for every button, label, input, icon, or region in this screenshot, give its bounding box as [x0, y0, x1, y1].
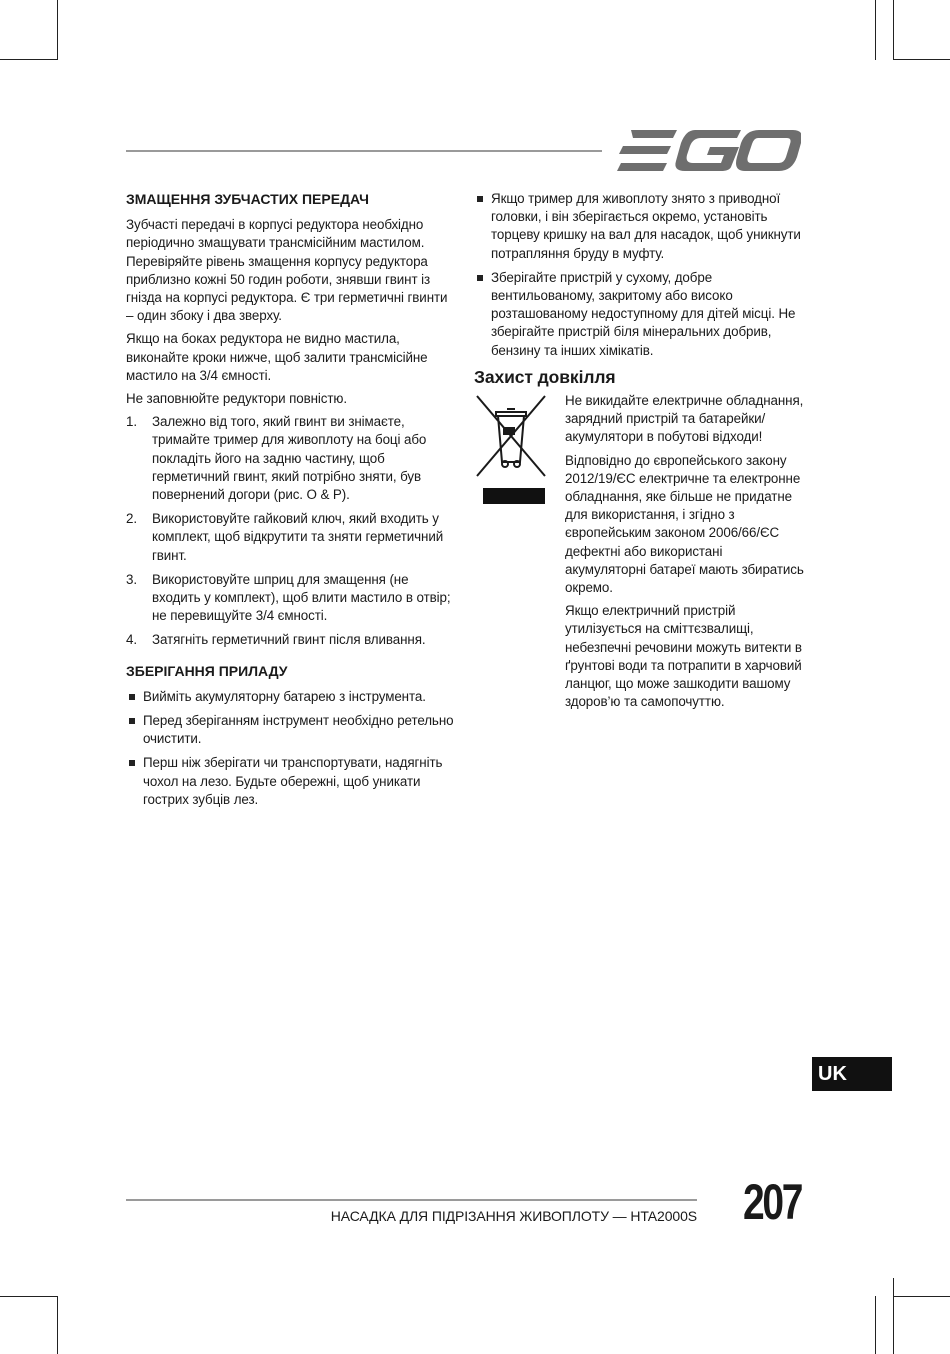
language-tab: UK	[812, 1057, 892, 1091]
crop-mark	[0, 1296, 57, 1297]
storage-list	[126, 688, 456, 809]
crossed-bin-icon	[474, 392, 548, 512]
list-item	[126, 510, 456, 565]
step-text: Використовуйте гайковий ключ, який входить у комплект, щоб відкрутити та зняти герметичний гвинт.	[152, 511, 444, 563]
list-item-text: Якщо тример для живоплоту знято з приводної головки, і він зберігається окремо, установіть торцеву кришку на вал для насадок, щоб уникнути потрапляння бруду в муфту.	[491, 191, 801, 261]
step-number: 2.	[126, 511, 137, 527]
crop-mark	[57, 1296, 58, 1354]
storage-list-continued	[474, 190, 804, 360]
page-number: 207	[743, 1174, 802, 1230]
lubrication-warning: Не заповнюйте редуктори повністю.	[126, 391, 347, 407]
footer-rule	[126, 1199, 697, 1201]
list-item	[126, 688, 456, 706]
crop-mark	[893, 0, 894, 60]
step-text: Використовуйте шприц для змащення (не входить у комплект), щоб влити мастило в отвір; не перевищуйте 3/4 ємності.	[152, 571, 451, 624]
environment-paragraph: Відповідно до європейського закону 2012/19/ЄС електричне та електронне обладнання, яке більше не придатне для використання, і згідно з європейським законом 2006/66/ЄС дефектні або використані акумуляторні батареї мають збиратись окремо.	[565, 452, 804, 596]
storage-heading: ЗБЕРІГАННЯ ПРИЛАДУ	[126, 662, 288, 679]
list-item	[474, 190, 804, 263]
bullet-icon	[129, 760, 135, 766]
crop-mark	[893, 1296, 950, 1297]
list-item	[126, 413, 456, 504]
ego-logo	[617, 129, 801, 173]
crop-mark	[893, 1278, 894, 1354]
list-item	[126, 571, 456, 626]
step-text: Залежно від того, який гвинт ви знімаєте, тримайте тример для живоплоту на боці або покладіть його на задню частину, щоб герметичний гвинт, який потрібно зняти, був повернений догори (рис. O & P).	[152, 414, 427, 503]
crop-mark	[875, 1296, 876, 1354]
lubrication-steps	[126, 413, 456, 649]
list-item	[474, 269, 804, 360]
list-item-text: Перш ніж зберігати чи транспортувати, надягніть чохол на лезо. Будьте обережні, щоб уникати гострих зубців лез.	[143, 755, 443, 807]
step-number: 4.	[126, 632, 137, 648]
footer-title: НАСАДКА ДЛЯ ПІДРІЗАННЯ ЖИВОПЛОТУ — HTA2000S	[330, 1208, 697, 1224]
environment-section	[474, 392, 804, 711]
crop-mark	[0, 59, 57, 60]
environment-paragraph: Не викидайте електричне обладнання, зарядний пристрій та батарейки/ акумулятори в побутові відходи!	[565, 393, 804, 445]
crop-mark	[57, 0, 58, 60]
bullet-icon	[477, 196, 483, 202]
crop-mark	[875, 0, 876, 60]
header-rule	[126, 150, 602, 152]
lubrication-heading: ЗМАЩЕННЯ ЗУБЧАСТИХ ПЕРЕДАЧ	[126, 191, 369, 207]
bullet-icon	[477, 275, 483, 281]
left-column	[126, 190, 456, 817]
lubrication-paragraph: Якщо на боках редуктора не видно мастила, виконайте кроки нижче, щоб залити трансмісійне мастило на 3/4 ємності.	[126, 331, 428, 383]
crop-mark	[893, 59, 950, 60]
step-text: Затягніть герметичний гвинт після вливання.	[152, 632, 426, 648]
list-item	[126, 712, 456, 748]
step-number: 1.	[126, 414, 137, 430]
list-item-text: Перед зберіганням інструмент необхідно ретельно очистити.	[143, 713, 454, 747]
lubrication-paragraph: Зубчасті передачі в корпусі редуктора необхідно періодично змащувати трансмісійним мастилом. Перевіряйте рівень змащення корпусу редуктора приблизно кожні 50 годин роботи, знявши гвинт із гнізда на корпусі редуктора. Є три герметичні гвинти – один збоку і два зверху.	[126, 217, 448, 324]
right-column	[474, 190, 804, 716]
list-item	[126, 631, 456, 649]
list-item-text: Зберігайте пристрій у сухому, добре вентильованому, закритому або високо розташованому недоступному для дітей місці. Не зберігайте пристрій біля мінеральних добрив, бензину та інших хімікатів.	[491, 269, 796, 358]
list-item	[126, 754, 456, 809]
environment-paragraph: Якщо електричний пристрій утилізується на сміттєзвалищі, небезпечні речовини можуть витекти в ґрунтові води та потрапити в харчовий ланцюг, що може зашкодити вашому здоров’ю та самопочуттю.	[565, 603, 802, 710]
list-item-text: Вийміть акумуляторну батарею з інструмента.	[143, 688, 426, 704]
bullet-icon	[129, 694, 135, 700]
step-number: 3.	[126, 571, 137, 587]
environment-text	[565, 392, 804, 711]
environment-heading: Захист довкілля	[474, 366, 616, 387]
bullet-icon	[129, 718, 135, 724]
